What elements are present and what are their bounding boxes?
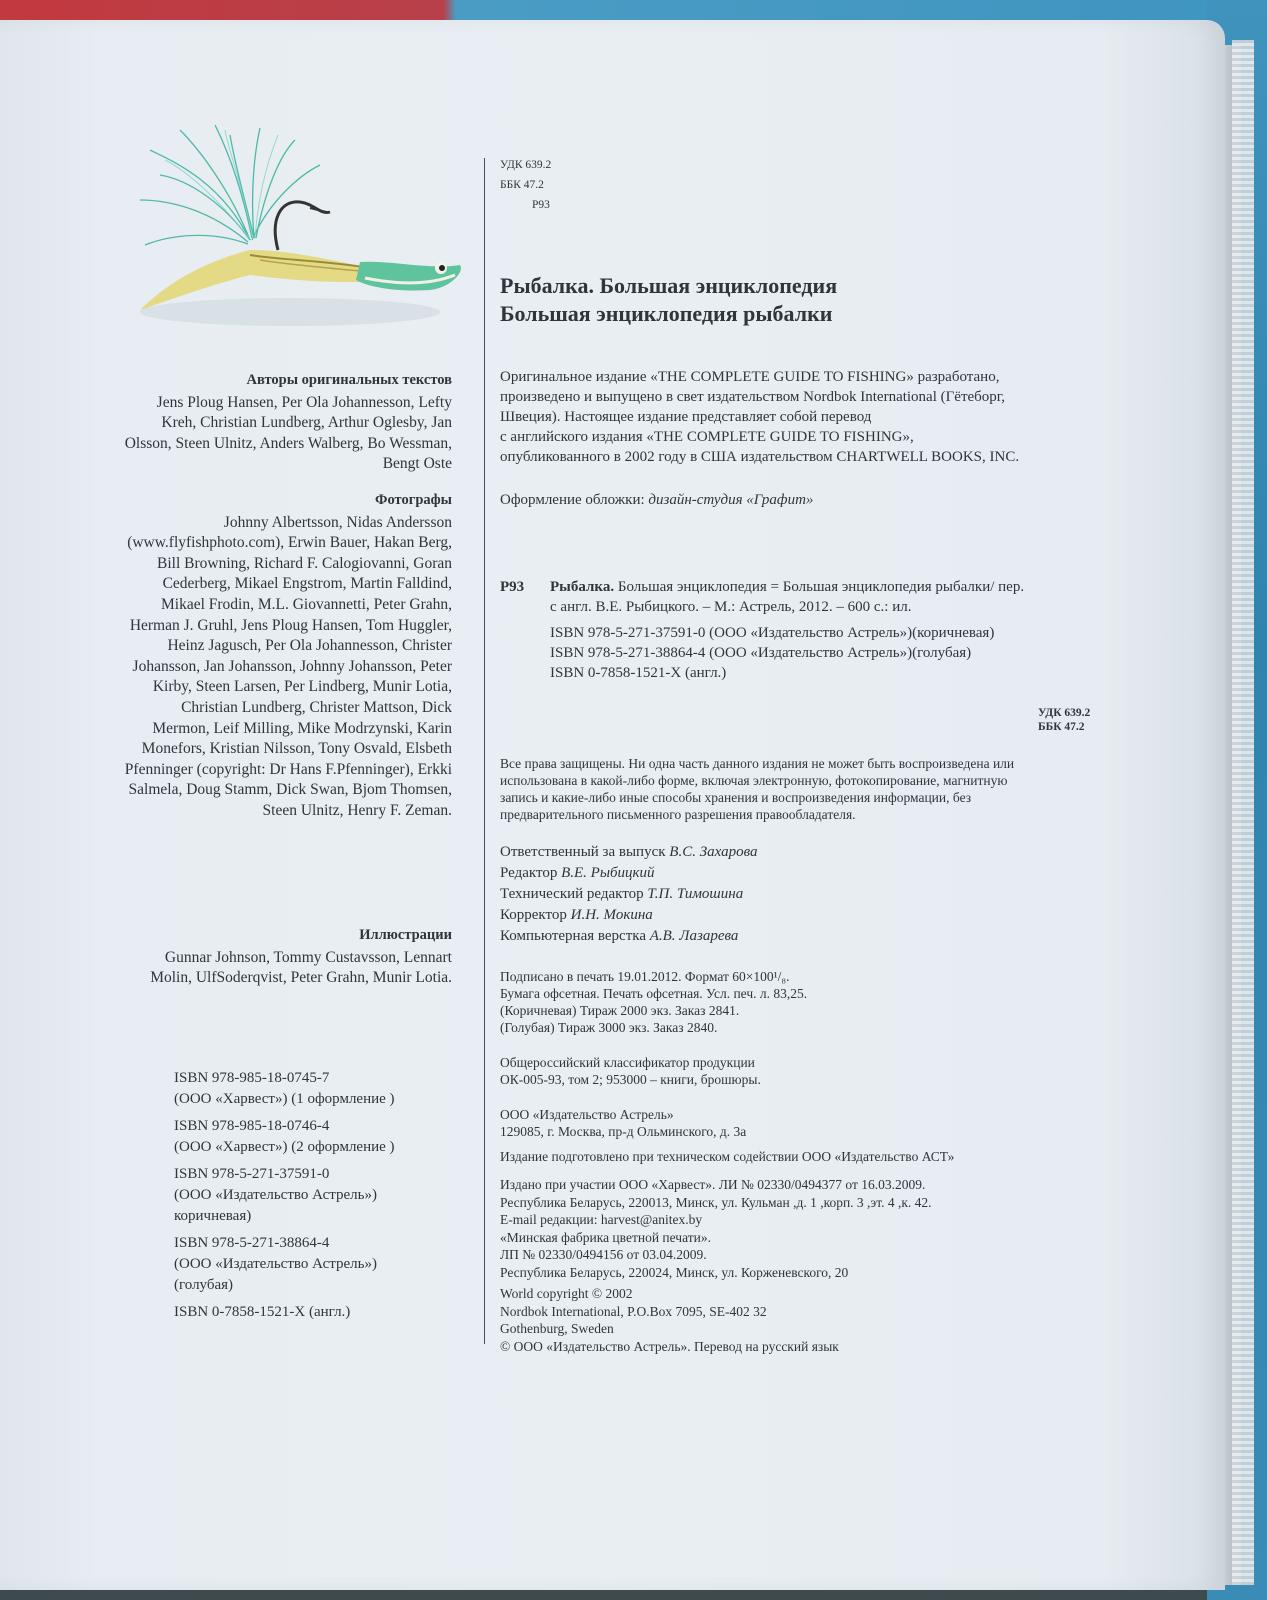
text-line: (Коричневая) Тираж 2000 экз. Заказ 2841. — [500, 1003, 740, 1018]
staff-line: Ответственный за выпуск В.С. Захарова — [500, 844, 758, 860]
text-line: World copyright © 2002 — [500, 1286, 633, 1301]
text-line: Nordbok International, P.O.Box 7095, SE-402 32 — [500, 1303, 767, 1319]
text-line: ЛП № 02330/0494156 от 03.04.2009. — [500, 1247, 707, 1262]
staff-line: Корректор И.Н. Мокина — [500, 907, 653, 923]
isbn-number: ISBN 978-985-18-0745-7 — [174, 1070, 330, 1086]
text-line: Республика Беларусь, 220024, Минск, ул. Корженевского, 20 — [500, 1264, 849, 1280]
text-line: Бумага офсетная. Печать офсетная. Усл. печ. л. 83,25. — [500, 986, 808, 1001]
rights-notice — [500, 755, 1140, 823]
isbn-publisher: (ООО «Харвест») (1 оформление ) — [174, 1091, 395, 1107]
text-line: Швеция). Настоящее издание представляет собой перевод — [500, 409, 872, 425]
biblio-line-2: с англ. В.Е. Рыбицкого. – М.: Астрель, 2012. – 600 с.: ил. — [550, 599, 912, 615]
print-details — [500, 968, 807, 1036]
biblio-rest: Большая энциклопедия = Большая энциклопедия рыбалки/ пер. — [617, 579, 1025, 595]
classification-codes-footer — [1038, 706, 1090, 734]
text-line: Gothenburg, Sweden — [500, 1321, 614, 1336]
bbk-code: ББК 47.2 — [500, 179, 544, 191]
isbn-entry — [174, 1302, 474, 1323]
cover-design-credit — [500, 490, 813, 510]
text-line: (Голубая) Тираж 3000 экз. Заказ 2840. — [500, 1020, 718, 1035]
original-edition-note — [500, 367, 1140, 467]
column-divider — [484, 158, 485, 1344]
text-line: E-mail редакции: harvest@anitex.by — [500, 1212, 703, 1227]
text-line: использована в какой-либо форме, включая электронную, фотокопирование, магнитную — [500, 773, 1008, 788]
photographers-heading: Фотографы — [375, 492, 452, 508]
photographers-list: Johnny Albertsson, Nidas Andersson (www.flyfishphoto.com), Erwin Bauer, Hakan Berg, Bill Browning, Richard F. Calogiovanni, Goran Cederberg, Mikael Engstrom, Martin Falldind, Mikael Frodin, M.L. Giovannetti, Peter Grahn, Herman J. Gruhl, Jens Ploug Hansen, Tom Huggler, Heinz Jagusch, Per Ola Johannesson, Christer Johansson, Jan Johansson, Johnny Johansson, Peter Kirby, Steen Larsen, Per Lindberg, Munir Lotia, Christian Lundberg, Christer Mattson, Dick Mermon, Leif Milling, Mike Modrzynski, Karin Monefors, Kristian Nilsson, Tony Osvald, Elsbeth Pfenninger (copyright: Dr Hans F.Pfenninger), Erkki Salmela, Doug Stamm, Dick Swan, Bjom Thomsen, Steen Ulnitz, Henry F. Zeman. — [124, 513, 452, 819]
isbn-publisher: (ООО «Издательство Астрель») — [174, 1256, 377, 1272]
authors-block — [120, 370, 452, 475]
photographers-block — [120, 490, 452, 822]
staff-credits — [500, 842, 758, 947]
text-line: 129085, г. Москва, пр-д Ольминского, д. 3а — [500, 1124, 747, 1139]
isbn-publisher: (ООО «Издательство Астрель») — [174, 1187, 377, 1203]
text-line: предварительного письменного разрешения правообладателя. — [500, 807, 856, 822]
text-line: Подписано в печать 19.01.2012. Формат 60×100¹/₈. — [500, 969, 790, 984]
isbn-entry — [174, 1116, 474, 1158]
isbn-line: ISBN 978-5-271-38864-4 (ООО «Издательство Астрель»)(голубая) — [550, 645, 972, 661]
text-line: запись и какие-либо иные способы хранения и воспроизведения информации, без — [500, 790, 972, 805]
biblio-title: Рыбалка. — [550, 579, 615, 595]
cover-design-label: Оформление обложки: — [500, 492, 645, 508]
text-line: произведено и выпущено в свет издательством Nordbok International (Гётеборг, — [500, 389, 1006, 405]
bibliographic-record — [500, 577, 1130, 683]
text-line: Республика Беларусь, 220013, Минск, ул. Кульман ,д. 1 ,корп. 3 ,эт. 4 ,к. 42. — [500, 1194, 932, 1210]
author-code: Р93 — [532, 199, 550, 211]
isbn-number: ISBN 978-5-271-37591-0 — [174, 1166, 330, 1182]
staff-line: Технический редактор Т.П. Тимошина — [500, 886, 744, 902]
illustrations-heading: Иллюстрации — [359, 927, 452, 943]
cover-design-value: дизайн-студия «Графит» — [648, 492, 814, 508]
staff-line: Компьютерная верстка А.В. Лазарева — [500, 928, 739, 944]
isbn-entry — [174, 1233, 474, 1296]
title-line-1: Рыбалка. Большая энциклопедия — [500, 273, 838, 298]
text-line: ООО «Издательство Астрель» — [500, 1107, 674, 1122]
authors-list: Jens Ploug Hansen, Per Ola Johannesson, Lefty Kreh, Christian Lundberg, Arthur Oglesby, Jan Olsson, Steen Ulnitz, Anders Walberg, Bo Wessman, Bengt Oste — [124, 393, 452, 473]
isbn-line: ISBN 978-5-271-37591-0 (ООО «Издательство Астрель»)(коричневая) — [550, 625, 995, 641]
isbn-publisher: (ООО «Харвест») (2 оформление ) — [174, 1139, 395, 1155]
publisher-address — [500, 1106, 746, 1140]
isbn-number: ISBN 978-985-18-0746-4 — [174, 1118, 330, 1134]
udk-code: УДК 639.2 — [1038, 707, 1091, 719]
classification-codes — [500, 155, 551, 215]
isbn-variant: коричневая) — [174, 1208, 252, 1224]
biblio-code: Р93 — [500, 579, 525, 595]
fore-edge — [1232, 40, 1254, 1585]
book-title — [500, 272, 837, 328]
isbn-line: ISBN 0-7858-1521-X (англ.) — [550, 665, 727, 681]
product-classifier — [500, 1054, 761, 1088]
authors-heading: Авторы оригинальных текстов — [246, 372, 452, 388]
illustrations-block — [120, 925, 452, 989]
text-line: Все права защищены. Ни одна часть данного издания не может быть воспроизведена или — [500, 756, 1015, 771]
text-line: Оригинальное издание «THE COMPLETE GUIDE TO FISHING» разработано, — [500, 369, 1000, 385]
ast-note: Издание подготовлено при техническом содействии ООО «Издательство АСТ» — [500, 1149, 955, 1164]
staff-line: Редактор В.Е. Рыбицкий — [500, 865, 655, 881]
illustrations-list: Gunnar Johnson, Tommy Custavsson, Lennart Molin, UlfSoderqvist, Peter Grahn, Munir Lotia. — [150, 948, 452, 987]
copyright-block — [500, 1285, 839, 1355]
isbn-number: ISBN 978-5-271-38864-4 — [174, 1235, 330, 1251]
text-line: опубликованного в 2002 году в США издательством CHARTWELL BOOKS, INC. — [500, 449, 1020, 465]
text-line: © ООО «Издательство Астрель». Перевод на русский язык — [500, 1338, 839, 1354]
text-line: Общероссийский классификатор продукции — [500, 1055, 755, 1070]
text-line: «Минская фабрика цветной печати». — [500, 1229, 711, 1245]
isbn-left-block — [174, 1068, 474, 1329]
title-line-2: Большая энциклопедия рыбалки — [500, 301, 833, 326]
text-line: с английского издания «THE COMPLETE GUIDE TO FISHING», — [500, 429, 914, 445]
harvest-details — [500, 1176, 932, 1281]
udk-code: УДК 639.2 — [500, 159, 552, 171]
bbk-code: ББК 47.2 — [1038, 721, 1085, 733]
isbn-entry — [174, 1164, 474, 1227]
text-line: Издано при участии ООО «Харвест». ЛИ № 02330/0494377 от 16.03.2009. — [500, 1177, 926, 1192]
fishing-lure-illustration — [130, 120, 470, 340]
isbn-number: ISBN 0-7858-1521-X (англ.) — [174, 1304, 351, 1320]
isbn-entry — [174, 1068, 474, 1110]
text-line: ОК-005-93, том 2; 953000 – книги, брошюры. — [500, 1072, 761, 1087]
isbn-variant: (голубая) — [174, 1277, 234, 1293]
